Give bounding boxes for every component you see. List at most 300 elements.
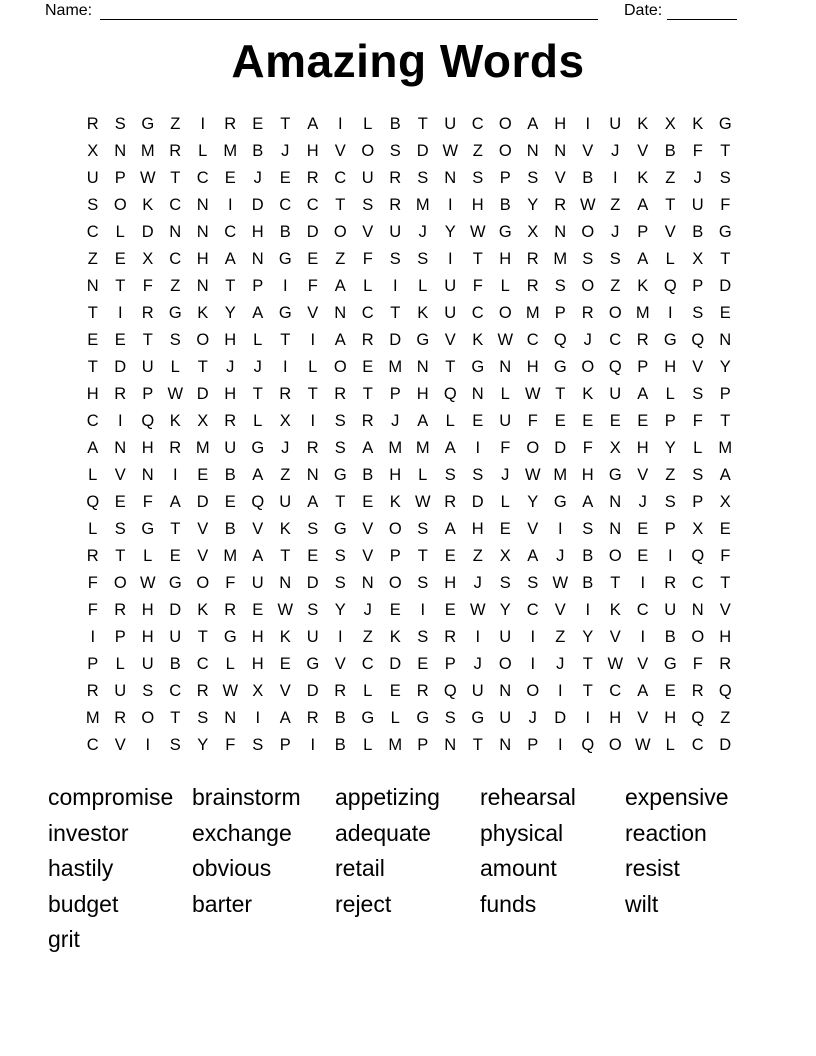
grid-letter: I	[585, 601, 591, 619]
grid-letter: N	[251, 250, 264, 268]
grid-letter: D	[416, 142, 429, 160]
grid-letter: N	[609, 520, 622, 538]
grid-letter: H	[251, 628, 264, 646]
grid-letter: E	[114, 331, 126, 349]
grid-letter: B	[169, 655, 181, 673]
grid-letter: Z	[170, 115, 181, 133]
grid-letter: E	[389, 682, 401, 700]
grid-letter: G	[168, 304, 182, 322]
grid-letter: Z	[362, 628, 373, 646]
grid-letter: G	[416, 709, 430, 727]
grid-letter: G	[718, 115, 732, 133]
word-item: physical	[480, 819, 564, 846]
grid-letter: A	[252, 304, 264, 322]
grid-letter: E	[87, 331, 99, 349]
grid-letter: T	[197, 358, 208, 376]
grid-letter: T	[390, 304, 401, 322]
grid-letter: N	[196, 196, 209, 214]
word-item: compromise	[48, 784, 174, 810]
grid-letter: D	[471, 493, 484, 511]
grid-letter: T	[87, 358, 98, 376]
grid-letter: X	[692, 250, 704, 268]
word-list-column	[192, 780, 335, 922]
grid-letter: Z	[610, 277, 621, 295]
grid-letter: F	[142, 493, 153, 511]
grid-letter: J	[363, 601, 372, 619]
grid-letter: U	[141, 358, 154, 376]
grid-letter: D	[306, 223, 319, 241]
grid-letter: E	[719, 304, 731, 322]
grid-letter: C	[86, 223, 99, 241]
grid-letter: N	[416, 358, 429, 376]
grid-letter: I	[447, 196, 453, 214]
grid-letter: S	[664, 493, 676, 511]
grid-letter: M	[85, 709, 100, 727]
word-item: retail	[335, 855, 385, 882]
grid-letter: I	[337, 115, 343, 133]
grid-letter: W	[579, 196, 596, 214]
grid-letter: H	[141, 601, 154, 619]
grid-letter: R	[86, 547, 99, 565]
grid-letter: V	[554, 169, 566, 187]
grid-letter: J	[281, 142, 290, 160]
grid-letter: S	[527, 169, 539, 187]
grid-letter: S	[142, 682, 154, 700]
grid-letter: X	[692, 520, 704, 538]
word-item: investor	[48, 819, 129, 846]
grid-letter: G	[663, 331, 677, 349]
grid-letter: Q	[141, 412, 155, 430]
grid-letter: H	[526, 358, 539, 376]
grid-letter: P	[417, 736, 429, 754]
grid-letter: L	[665, 385, 675, 403]
grid-letter: U	[691, 196, 704, 214]
grid-letter: U	[444, 304, 457, 322]
grid-letter: D	[306, 682, 319, 700]
grid-letter: O	[581, 223, 595, 241]
grid-letter: R	[86, 115, 99, 133]
grid-letter: M	[635, 304, 650, 322]
grid-letter: M	[223, 547, 238, 565]
grid-letter: P	[637, 358, 649, 376]
grid-letter: Z	[335, 250, 346, 268]
grid-letter: O	[388, 520, 402, 538]
grid-letter: W	[442, 142, 459, 160]
grid-letter: R	[361, 331, 374, 349]
grid-letter: A	[87, 439, 99, 457]
grid-letter: C	[609, 331, 622, 349]
grid-letter: U	[361, 169, 374, 187]
grid-letter: O	[361, 142, 375, 160]
grid-letter: D	[554, 709, 567, 727]
grid-letter: I	[145, 736, 151, 754]
grid-letter: V	[527, 520, 539, 538]
grid-letter: Y	[582, 628, 594, 646]
grid-letter: R	[224, 412, 237, 430]
grid-letter: O	[691, 628, 705, 646]
grid-letter: J	[501, 466, 510, 484]
grid-letter: I	[117, 304, 123, 322]
word-item: funds	[480, 890, 537, 917]
grid-letter: M	[223, 142, 238, 160]
grid-letter: C	[471, 115, 484, 133]
grid-letter: T	[582, 655, 593, 673]
grid-letter: D	[141, 223, 154, 241]
grid-letter: F	[225, 574, 236, 592]
grid-letter: I	[282, 277, 288, 295]
grid-letter: E	[444, 601, 456, 619]
grid-letter: N	[609, 493, 622, 511]
grid-letter: G	[333, 520, 347, 538]
grid-letter: R	[636, 331, 649, 349]
grid-letter: P	[444, 655, 456, 673]
grid-letter: N	[279, 574, 292, 592]
grid-letter: U	[609, 115, 622, 133]
grid-letter: V	[444, 331, 456, 349]
grid-letter: D	[114, 358, 127, 376]
grid-letter: O	[581, 277, 595, 295]
grid-letter: A	[334, 331, 346, 349]
grid-letter: C	[169, 250, 182, 268]
grid-letter: Q	[86, 493, 100, 511]
grid-letter: N	[141, 466, 154, 484]
grid-letter: E	[444, 547, 456, 565]
grid-letter: U	[444, 115, 457, 133]
grid-letter: P	[87, 655, 99, 673]
grid-letter: A	[444, 520, 456, 538]
grid-letter: E	[197, 466, 209, 484]
grid-letter: C	[196, 169, 209, 187]
grid-letter: E	[114, 250, 126, 268]
grid-letter: C	[224, 223, 237, 241]
grid-letter: A	[719, 466, 731, 484]
grid-letter: L	[143, 547, 153, 565]
grid-letter: I	[172, 466, 178, 484]
grid-letter: U	[444, 277, 457, 295]
grid-letter: S	[114, 520, 126, 538]
grid-letter: K	[637, 115, 649, 133]
grid-letter: O	[113, 574, 127, 592]
grid-letter: T	[280, 331, 291, 349]
grid-letter: O	[141, 709, 155, 727]
grid-letter: A	[252, 547, 264, 565]
grid-letter: B	[279, 223, 291, 241]
grid-letter: H	[389, 466, 402, 484]
grid-letter: V	[334, 655, 346, 673]
grid-letter: R	[306, 169, 319, 187]
grid-letter: W	[139, 169, 156, 187]
grid-letter: G	[471, 358, 485, 376]
grid-letter: N	[114, 142, 127, 160]
grid-letter: T	[472, 250, 483, 268]
grid-letter: Z	[87, 250, 98, 268]
grid-letter: D	[169, 601, 182, 619]
grid-letter: E	[637, 412, 649, 430]
grid-letter: J	[638, 493, 647, 511]
grid-letter: W	[524, 385, 541, 403]
grid-letter: T	[335, 196, 346, 214]
grid-letter: E	[417, 655, 429, 673]
grid-letter: T	[417, 115, 428, 133]
grid-letter: J	[253, 358, 262, 376]
grid-letter: D	[389, 655, 402, 673]
grid-letter: B	[334, 736, 346, 754]
grid-letter: G	[608, 466, 622, 484]
grid-letter: R	[306, 709, 319, 727]
grid-letter: F	[87, 601, 98, 619]
grid-letter: H	[636, 439, 649, 457]
grid-letter: V	[637, 466, 649, 484]
grid-letter: R	[389, 196, 402, 214]
grid-letter: L	[665, 250, 675, 268]
grid-letter: G	[306, 655, 320, 673]
grid-letter: R	[334, 385, 347, 403]
grid-letter: D	[196, 385, 209, 403]
grid-letter: N	[114, 439, 127, 457]
grid-letter: H	[86, 385, 99, 403]
grid-letter: N	[86, 277, 99, 295]
grid-letter: V	[362, 520, 374, 538]
grid-letter: X	[719, 493, 731, 511]
grid-letter: W	[414, 493, 431, 511]
grid-letter: T	[720, 250, 731, 268]
grid-letter: W	[139, 574, 156, 592]
grid-letter: H	[224, 385, 237, 403]
grid-letter: R	[664, 574, 677, 592]
grid-letter: S	[444, 709, 456, 727]
grid-letter: S	[472, 169, 484, 187]
grid-letter: G	[251, 439, 265, 457]
grid-letter: U	[279, 493, 292, 511]
grid-letter: V	[582, 142, 594, 160]
grid-letter: Z	[720, 709, 731, 727]
grid-letter: E	[389, 601, 401, 619]
grid-letter: B	[224, 466, 236, 484]
grid-letter: Y	[444, 223, 456, 241]
grid-letter: E	[637, 547, 649, 565]
grid-letter: Z	[610, 196, 621, 214]
grid-letter: J	[611, 142, 620, 160]
grid-letter: T	[115, 277, 126, 295]
grid-letter: P	[664, 520, 676, 538]
grid-letter: N	[334, 304, 347, 322]
grid-letter: L	[363, 736, 373, 754]
word-item: expensive	[625, 784, 729, 810]
grid-letter: U	[471, 682, 484, 700]
grid-letter: G	[498, 223, 512, 241]
grid-letter: V	[114, 736, 126, 754]
grid-letter: L	[198, 142, 208, 160]
grid-letter: F	[307, 277, 318, 295]
grid-letter: J	[391, 412, 400, 430]
grid-letter: J	[281, 439, 290, 457]
grid-letter: G	[141, 115, 155, 133]
word-list	[48, 780, 755, 958]
grid-letter: I	[557, 736, 563, 754]
grid-letter: A	[307, 115, 319, 133]
grid-letter: L	[500, 493, 510, 511]
grid-letter: S	[87, 196, 99, 214]
grid-letter: R	[389, 169, 402, 187]
grid-letter: X	[197, 412, 209, 430]
grid-letter: X	[499, 547, 511, 565]
grid-letter: L	[88, 520, 98, 538]
grid-letter: O	[498, 655, 512, 673]
grid-letter: H	[141, 439, 154, 457]
name-label: Name:	[45, 2, 93, 19]
grid-letter: K	[279, 628, 291, 646]
grid-letter: N	[169, 223, 182, 241]
grid-letter: Y	[197, 736, 209, 754]
grid-letter: S	[719, 169, 731, 187]
grid-letter: S	[527, 574, 539, 592]
grid-letter: L	[115, 655, 125, 673]
grid-letter: F	[472, 277, 483, 295]
grid-letter: W	[277, 601, 294, 619]
grid-letter: L	[445, 412, 455, 430]
grid-letter: I	[557, 682, 563, 700]
grid-letter: E	[609, 412, 621, 430]
grid-letter: T	[610, 574, 621, 592]
grid-letter: Q	[691, 547, 705, 565]
grid-letter: A	[637, 196, 649, 214]
grid-letter: T	[197, 628, 208, 646]
grid-letter: M	[140, 142, 155, 160]
grid-letter: Z	[472, 547, 483, 565]
grid-letter: H	[416, 385, 429, 403]
grid-letter: R	[526, 277, 539, 295]
grid-letter: E	[472, 412, 484, 430]
grid-letter: M	[388, 439, 403, 457]
name-blank-line	[100, 19, 598, 20]
grid-letter: V	[637, 709, 649, 727]
grid-letter: F	[225, 736, 236, 754]
word-item: adequate	[335, 819, 431, 846]
grid-letter: H	[251, 655, 264, 673]
grid-letter: E	[582, 412, 594, 430]
grid-letter: I	[117, 412, 123, 430]
grid-letter: F	[720, 547, 731, 565]
grid-letter: G	[223, 628, 237, 646]
grid-letter: K	[417, 304, 429, 322]
word-item: appetizing	[335, 784, 440, 810]
word-item: reject	[335, 890, 392, 917]
grid-letter: K	[142, 196, 154, 214]
grid-letter: C	[636, 601, 649, 619]
grid-letter: B	[499, 196, 511, 214]
grid-letter: B	[389, 115, 401, 133]
grid-letter: A	[582, 493, 594, 511]
grid-letter: J	[611, 223, 620, 241]
grid-letter: Q	[443, 682, 457, 700]
grid-letter: C	[691, 574, 704, 592]
grid-letter: T	[142, 331, 153, 349]
grid-letter: N	[554, 142, 567, 160]
grid-letter: B	[252, 142, 264, 160]
grid-letter: H	[581, 466, 594, 484]
grid-letter: K	[169, 412, 181, 430]
grid-letter: M	[415, 439, 430, 457]
grid-letter: N	[719, 331, 732, 349]
grid-letter: S	[252, 736, 264, 754]
grid-letter: O	[333, 223, 347, 241]
grid-letter: V	[197, 547, 209, 565]
grid-letter: S	[334, 412, 346, 430]
grid-letter: P	[499, 169, 511, 187]
grid-letter: E	[279, 655, 291, 673]
grid-letter: S	[472, 466, 484, 484]
grid-letter: K	[637, 169, 649, 187]
grid-letter: G	[416, 331, 430, 349]
word-item: amount	[480, 855, 557, 882]
grid-letter: I	[640, 628, 646, 646]
puzzle-title: Amazing Words	[231, 35, 585, 87]
grid-letter: M	[415, 196, 430, 214]
grid-letter: K	[582, 385, 594, 403]
grid-letter: G	[553, 493, 567, 511]
grid-letter: S	[417, 520, 429, 538]
grid-letter: A	[637, 682, 649, 700]
grid-letter: O	[113, 196, 127, 214]
grid-letter: C	[169, 682, 182, 700]
grid-letter: S	[334, 574, 346, 592]
grid-letter: P	[664, 412, 676, 430]
grid-letter: V	[719, 601, 731, 619]
grid-letter: I	[90, 628, 96, 646]
grid-letter: C	[279, 196, 292, 214]
grid-letter: Q	[443, 385, 457, 403]
grid-letter: J	[556, 547, 565, 565]
grid-letter: L	[363, 115, 373, 133]
grid-letter: S	[692, 304, 704, 322]
grid-letter: J	[473, 574, 482, 592]
grid-letter: S	[389, 142, 401, 160]
grid-letter: V	[114, 466, 126, 484]
grid-letter: G	[663, 655, 677, 673]
grid-letter: E	[252, 115, 264, 133]
word-item: resist	[625, 855, 680, 882]
grid-letter: T	[362, 385, 373, 403]
grid-letter: B	[582, 169, 594, 187]
grid-letter: K	[279, 520, 291, 538]
grid-letter: E	[307, 250, 319, 268]
grid-letter: F	[720, 196, 731, 214]
grid-letter: P	[142, 385, 154, 403]
grid-letter: P	[114, 628, 126, 646]
word-item: hastily	[48, 855, 114, 882]
grid-letter: E	[252, 601, 264, 619]
grid-letter: M	[525, 304, 540, 322]
grid-letter: H	[471, 520, 484, 538]
grid-letter: O	[526, 682, 540, 700]
grid-letter: G	[718, 223, 732, 241]
grid-letter: P	[637, 223, 649, 241]
grid-letter: Q	[691, 331, 705, 349]
grid-letter: R	[526, 250, 539, 268]
grid-letter: V	[637, 142, 649, 160]
grid-letter: T	[307, 385, 318, 403]
grid-letter: C	[471, 304, 484, 322]
grid-letter: C	[86, 736, 99, 754]
grid-letter: N	[444, 736, 457, 754]
grid-letter: I	[310, 736, 316, 754]
grid-letter: R	[444, 493, 457, 511]
grid-letter: P	[692, 493, 704, 511]
grid-letter: I	[475, 439, 481, 457]
grid-letter: K	[692, 115, 704, 133]
grid-letter: C	[169, 196, 182, 214]
grid-letter: H	[224, 331, 237, 349]
